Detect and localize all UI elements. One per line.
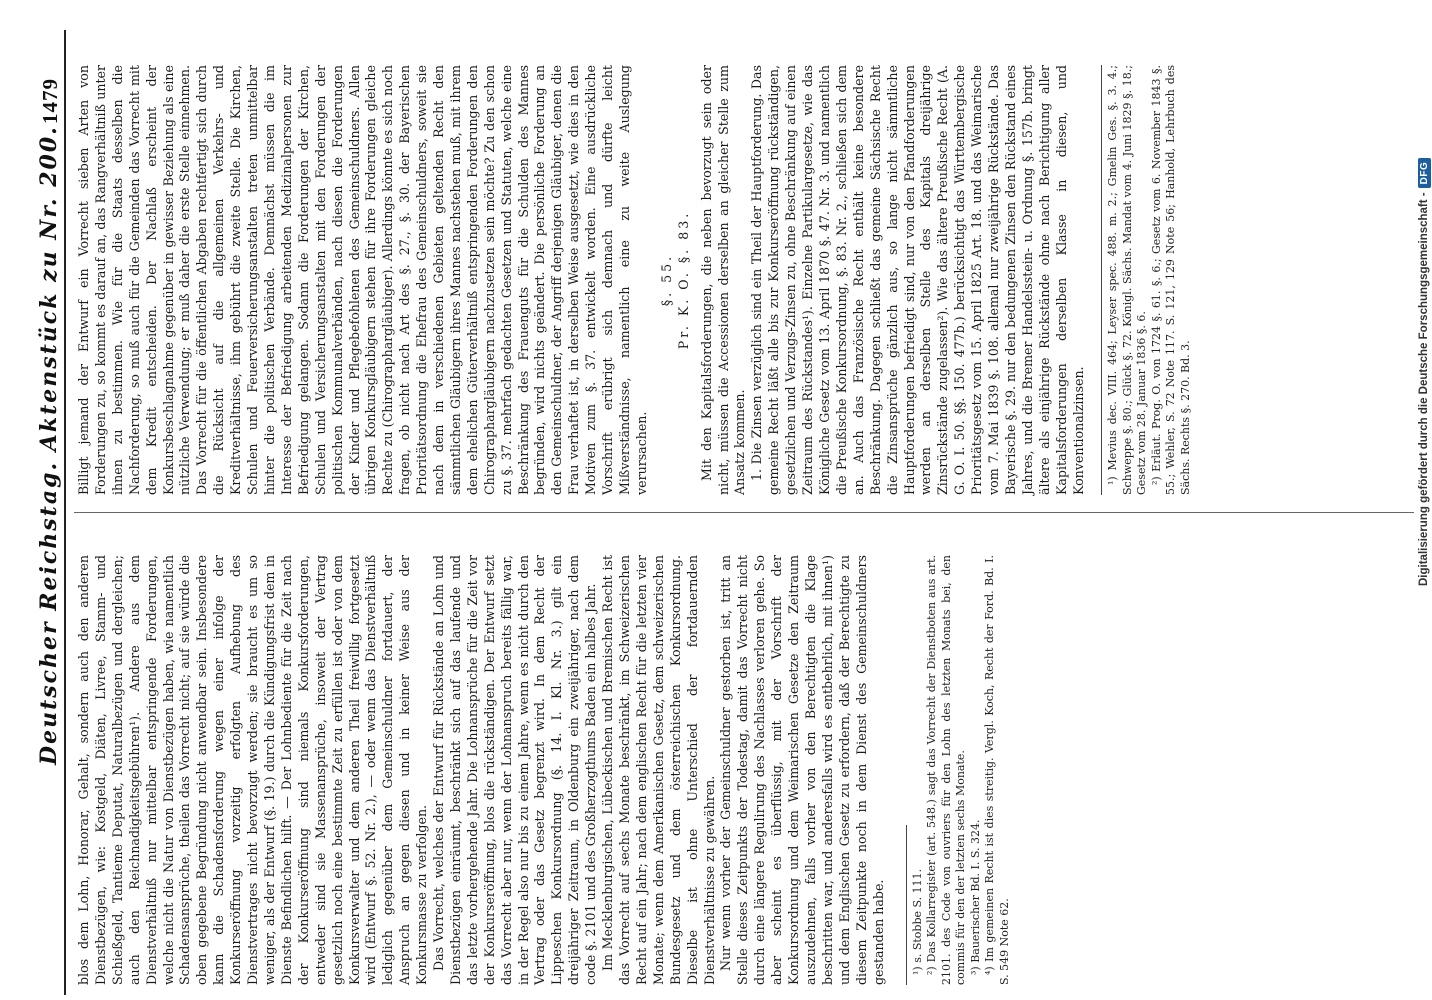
footnote: ⁴) Im gemeinen Recht ist dies streitig. Vergl. Koch, Recht der Ford. Bd. I. S. 549 Note 62.: [983, 555, 1011, 985]
left-paragraph: Das Vorrecht, welches der Entwurf für Rückstände an Lohn und Dienstbezügen einräumt, beschränkt sich auf das laufende und das letzte vorhergehende Jahr. Die Lohnansprüche für die Zeit vor der Konkurseröffnung, blos die rückständigen. Der Entwurf setzt das Vorrecht aber nur, wenn der Lohnanspruch bereits fällig war, in der Regel also nur bis zu einem Jahre, wenn es nicht durch den Vertrag oder das Gesetz begrenzt wird. In dem Recht der Lippeschen Konkursordnung (§. 14. I. Kl. Nr. 3.) gilt ein dreijähriger Zeitraum, in Oldenburg ein zweijähriger, nach dem code §. 2101 und des Großherzogthums Baden ein halbes Jahr.: [431, 555, 599, 985]
digitization-credit: [1418, 158, 1431, 586]
dfg-logo: DFG: [1418, 158, 1431, 189]
left-paragraph: Nur wenn vorher der Gemeinschuldner gestorben ist, tritt an Stelle dieses Zeitpunkts der Todestag, damit das Vorrecht nicht durch eine längere Regulirung des Nachlasses verloren gehe. So aber scheint es überflüssig, mit der Vorschrift der Konkursordnung und dem Weimarischen Gesetze den Zeitraum auszudehnen, falls vorher von den Berechtigten die Klage beschritten war, und anderesfalls wird es entbehrlich, mit ihnen¹) und dem Englischen Gesetz zu erfordern, daß der Berechtigte zu diesem Zeitpunkte noch in dem Dienst des Gemeinschuldners gestanden habe.: [718, 555, 886, 985]
column-divider: [74, 512, 1414, 513]
left-paragraph: blos dem Lohn, Honorar, Gehalt, sondern auch den anderen Dienstbezügen, wie: Kostgeld, Diäten, Livree, Stamm- und Schießgeld, Tantieme Deputat, Naturalbezügen und dergleichen; auch den Reichnadigkeitsgebühren¹). Andere aus dem Dienstverhältniß nur mittelbar entspringende Forderungen, welche nicht die Natur von Dienstbezügen haben, wie namentlich Schadensansprüche, theilen das Vorrecht nicht; auf sie würde die oben gegebene Begründung nicht anwendbar sein. Insbesondere kann die Schadensforderung wegen einer infolge der Konkurseröffnung vorzeitig erfolgten Aufhebung des Dienstvertrages nicht bevorzugt werden; sie braucht es um so weniger, als der Entwurf (§. 19.) durch die Kündigungsfrist dem in Dienste Befindlichen hilft. — Der Lohnbediente für die Zeit nach der Konkurseröffnung sind niemals Konkursforderungen, entweder sind sie Massenansprüche, insoweit der Vertrag gesetzlich noch eine bestimmte Zeit zu erfüllen ist oder von dem Konkursverwalter und dem anderen Theil freiwillig fortgesetzt wird (Entwurf §. 52. Nr. 2.), — oder wenn das Dienstverhältniß lediglich gegenüber dem Gemeinschuldner fortdauert, der Anspruch an gegen diesen und in keiner Weise aus der Konkursmasse zu verfolgen.: [76, 555, 430, 985]
section-subheading: Pr. K. O. §. 83.: [675, 210, 691, 350]
left-footnotes-block: [911, 555, 1013, 985]
footnote: ¹) s. Stobbe S. 111.: [910, 868, 924, 975]
section-paragraph: Mit den Kapitalsforderungen, die neben bevorzugt sein oder nicht, müssen die Accessionen derselben an gleicher Stelle zum Ansatz kommen.: [698, 65, 748, 495]
credit-text: Digitalisierung gefördert durch die Deutsche Forschungsgemeinschaft -: [1418, 192, 1430, 586]
section-heading: §. 55.: [658, 253, 674, 307]
left-column: [76, 555, 1011, 985]
header-rule: [64, 30, 66, 995]
right-paragraph: Billigt jemand der Entwurf ein Vorrecht sieben Arten von Forderungen zu, so kommt es darauf an, das Rangverhältniß unter ihnen zu bestimmen. Wie für die Staats desselben die Nachforderung, so muß auch für die Gemeinden das Vorrecht mit dem Kredit entscheiden. Der Nachlaß erscheint der Konkursbeschlagnahme gegenüber in gewisser Beziehung als eine nützliche Verwendung; er muß daher die erste Stelle einnehmen. Das Vorrecht für die öffentlichen Abgaben rechtfertigt sich durch die Rücksicht auf die allgemeinen Verkehrs- und Kreditverhältnisse, ihm gebührt die zweite Stelle. Die Kirchen, Schulen und Feuerversicherungsanstalten treten unmittelbar hinter die politischen Verbände. Demnächst müssen die im Interesse der Befriedigung arbeitenden Medizinalpersonen zur Befriedigung gelangen. Sodann die Forderungen der Kirchen, Schulen und Versicherungsanstalten mit den Forderungen der politischen Kommunalverbänden, nach diesen die Forderungen der Kinder und Pflegebefohlenen des Gemeinschuldners. Allen übrigen Konkursgläubigern stehen für ihre Forderungen gleiche Rechte zu (Chirographargläubiger). Allerdings könnte es sich noch fragen, ob nicht nach Art des §. 27., §. 30. der Bayerischen Prioritätsordnung die Ehefrau des Gemeinschuldners, soweit sie nach dem in verschiedenen Gebieten geltenden Recht den sämmtlichen Gläubigern ihres Mannes nachstehen muß, mit ihrem dem ehelichen Güterverhältniß entspringenden Forderungen den Chirographargläubigern nachzusetzen sein möchte? Zu den schon zu §. 37. mehrfach gedachten Gesetzen und Statuten, welche eine Beschränkung des Frauenguts für die Schulden des Mannes begründen, wird nichts geändert. Die persönliche Forderung an den Gemeinschuldner, der Angriff derjenigen Gläubiger, denen die Frau verhaftet ist, in derselben Weise ausgesetzt, wie dies in den Motiven zum §. 37. entwickelt worden. Eine ausdrückliche Vorschrift erübrigt sich demnach und dürfte leicht Mißverständnisse, namentlich eine zu weite Auslegung verursachen.: [76, 65, 649, 495]
footnote: ¹) Mevius dec. VIII. 464; Leyser spec. 488. m. 2.; Gmelin Ges. §. 3. 4.; Schweppe §. 80.; Glück §. 72. Königl. Sächs. Mandat vom 4. Juni 1829 §. 18.; Gesetz vom 28. Januar 1836 §. 6.: [1106, 65, 1149, 495]
footnote: ³) Bauerischer Bd. I. S. 324.: [968, 819, 982, 975]
right-footnotes-block: [1101, 65, 1193, 495]
footnote: ²) Das Kollarregister (art. 548.) sagt das Vorrecht der Dienstboten aus art. 2101. des Code von ouvriers für den Lohn des letzten Monats bei, den commis für den der letzten sechs Monate.: [925, 555, 967, 985]
section-paragraph: 1. Die Zinsen verzüglich sind ein Theil der Hauptforderung. Das gemeine Recht läßt alle bis zur Konkurseröffnung rückständigen, gesetzlichen und Verzugs-Zinsen zu, ohne Beschränkung auf einen Zeitraum des Rückstandes¹). Einzelne Partikulargesetze, wie das Königliche Gesetz vom 13. April 1870 §. 47. Nr. 3. und namentlich die Preußische Konkursordnung, §. 83. Nr. 2., schließen sich dem an. Auch das Französische Recht enthält keine besondere Beschränkung. Dagegen schließt das gemeine Sächsische Recht die Zinsansprüche gänzlich aus, so lange nicht sämmtliche Hauptforderungen befriedigt sind, nur von den Pfandforderungen werden an derselben Stelle des Kapitals dreijährige Zinsrückstände zugelassen²). Wie das ältere Preußische Recht (A. G. O. I. 50. §§. 150. 477b.) berücksichtigt das Württembergische Prioritätsgesetz vom 15. April 1825 Art. 18. und das Weimarische vom 7. Mai 1839 §. 108. allemal nur zweijährige Rückstände. Das Bayerische §. 29. nur den bedungenen Zinsen den Rückstand eines Jahres, und die Bremer Handelsstein- u. Ordnung §. 157b. bringt ältere als einjährige Rückstände ohne nach Berichtigung aller Kapitalsforderungen derselben Klasse in diesen, und Konventionalzinsen.: [749, 65, 1086, 495]
footnote: ²) Erläut. Prog. O. von 1724 §. 61. §. 6.; Gesetz vom 6. November 1843 §. 55.; Wehler, S. 72 Note 117. S. 121, 129 Note 56; Hanhold, Lehrbuch des Sächs. Rechts §. 270. Bd. 3.: [1149, 65, 1192, 495]
page-number: 1479: [38, 78, 62, 124]
right-column: [76, 65, 1192, 495]
page-title: Deutscher Reichstag. Aktenstück zu Nr. 200.: [36, 125, 62, 765]
left-paragraph: Im Mecklenburgischen, Lübeckischen und Bremischen Recht ist das Vorrecht auf sechs Monate beschränkt, im Schweizerischen Recht auf ein Jahr; nach dem englischen Recht für die letzten vier Monate; wenn dem Amerikanischen Gesetz, dem schweizerischen Bundesgesetz und dem österreichischen Konkursordnung. Dieselbe ist ohne Unterschied der fortdauernden Dienstverhältnisse zu gewähren.: [600, 555, 717, 985]
